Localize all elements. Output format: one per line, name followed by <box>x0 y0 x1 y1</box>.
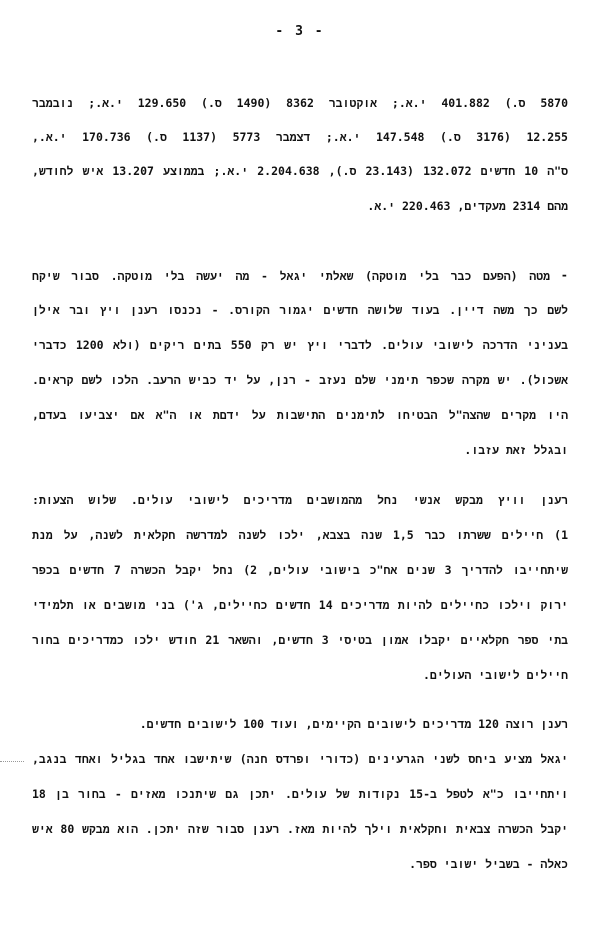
text-line: ובגלל זאת עזבו. <box>464 443 568 457</box>
page-number: - 3 - <box>275 24 325 39</box>
text-line: אשכול). יש מקרה שכפר תימני שלם נעזב - רנן, על יד כביש הרעב. הלכו לשם קראים. <box>32 373 568 387</box>
text-line: בעניני הדרכה לישובי עולים. לדברי ויץ יש רק 550 בתים ריקים (ולא 1200 כדברי <box>32 338 568 352</box>
text-line: כאלה - בשביל ישובי ספר. <box>409 857 568 871</box>
text-line: יגאל מציע ביחס לשני הגרעינים (כדורי ופרדס חנה) שיתישבו אחד בגליל ואחד בנגב, <box>32 752 568 766</box>
text-line: לשם כך משה דיין. בעוד שלושה חדשים יגמור הקורס. - נכנסו רענן ויץ ובר אילן <box>32 303 568 317</box>
text-line: רענן וויץ מבקש אנשי נחל מהמושבים מדריכים לישובי עולים. שלוש הצעות: <box>32 493 568 507</box>
text-line: 1) חיילים ששרתו כבר 1,5 שנה בצבא, ילכו לשנה למדרשה חקלאית לשנה, על מנת <box>32 528 568 542</box>
text-line: יקבל הכשרה צבאית וחקלאית וילך להיות מאז. רענן סבור שזה יתכן. הוא מבקש 80 איש <box>32 822 568 836</box>
text-line: שיתחייבו להדריך 3 שנים אח"כ בישובי עולים, 2) נחל יקבל הכשרה 7 חדשים בכפר <box>32 563 568 577</box>
text-line: ס"ה 10 חדשים 132.072 (23.143 ס.), 2.204.638 י.א.; בממוצע 13.207 איש לחודש, <box>32 164 568 178</box>
text-line: רענן רוצה 120 מדריכים לישובים הקיימים, ועוד 100 לישובים חדשים. <box>139 717 568 731</box>
text-line: ירוק וילכו כחיילים להיות מדריכים 14 חדשים כחיילים, ג') בני מושבים או תלמידי <box>32 598 568 612</box>
text-line: מטה (הפעם כבר בלי מוטקה) שאלתי יגאל - מה יעשה בלי מוטקה. סבור שיקח <box>32 269 550 283</box>
text-line: היו מקרים שהצה"ל הבטיחו לתימנים התישבות על ידםת או ה"א אם יצביעו בעדם, <box>32 408 568 422</box>
text-line: מהם 2314 מעקדים, 220.463 י.א. <box>367 199 568 213</box>
text-line: חיילים לישובי העולים. <box>423 668 568 682</box>
margin-mark <box>0 761 24 763</box>
text-line: ויתחייבו כ"א לטפל ב-15 נקודות של עולים. יתכן גם שיתנכו מאזים - בחור בן 18 <box>32 787 568 801</box>
text-line: בתי ספר חקלאיים יקבלו אמון בטיסי 3 חדשים, והשאר 21 חודש ילכו כמדריכים בחור <box>32 633 568 647</box>
paragraph-bullet: - <box>560 268 568 282</box>
text-line: 12.255 (3176 ס.) 147.548 י.א.; דצמבר 5773 (1137 ס.) 170.736 י.א., <box>32 130 568 144</box>
text-line: 5870 ס.) 401.882 י.א.; אוקטובר 8362 (1490 ס.) 129.650 י.א.; נובמבר <box>32 96 568 110</box>
